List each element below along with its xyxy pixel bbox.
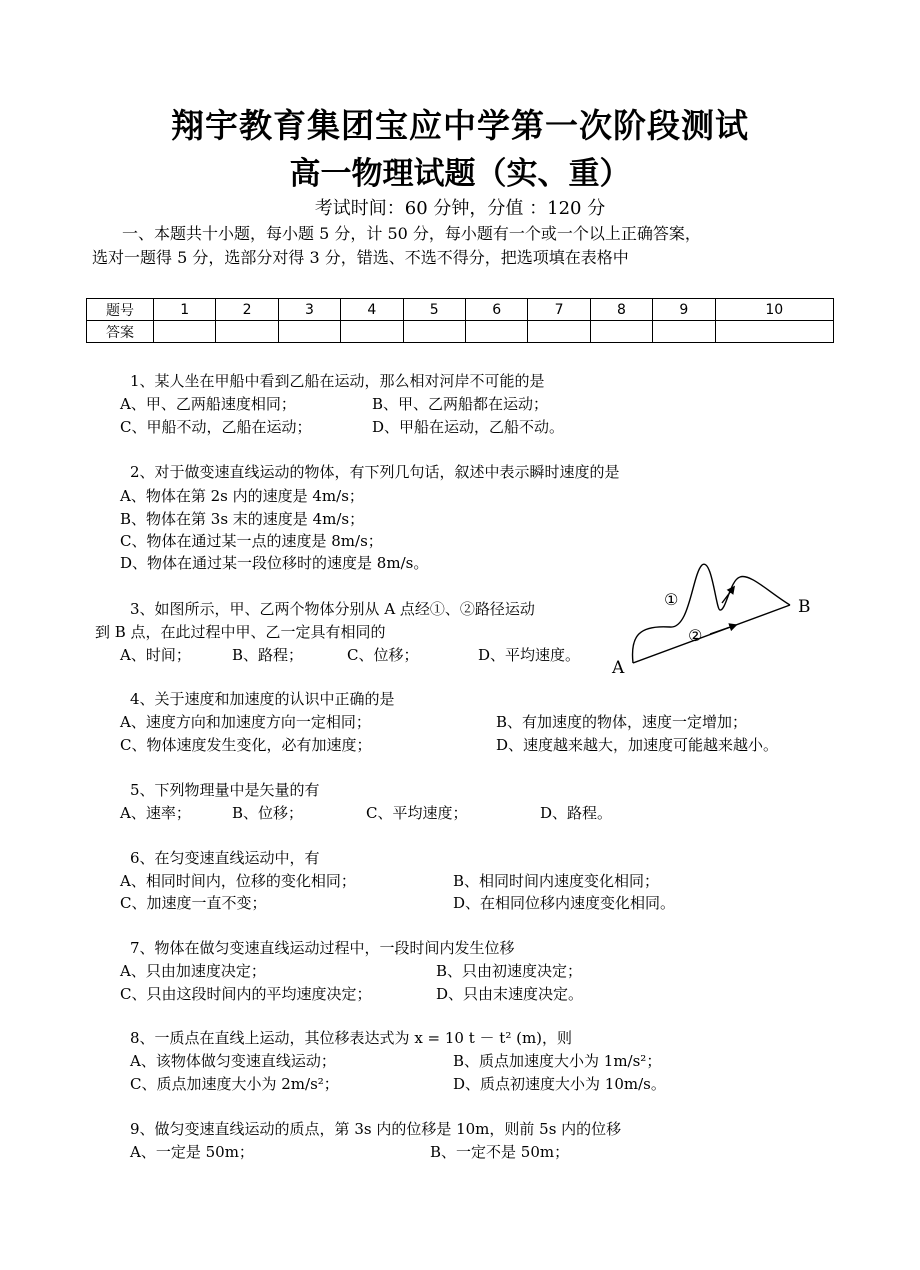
answer-cell[interactable] — [403, 321, 465, 343]
exam-title: 翔宇教育集团宝应中学第一次阶段测试 — [171, 106, 749, 145]
answer-table — [86, 298, 834, 343]
question-4-stem: 4、关于速度和加速度的认识中正确的是 — [130, 690, 395, 708]
question-number: 2 — [216, 299, 278, 321]
q9-option-a: A、一定是 50m； — [130, 1143, 254, 1161]
question-3-stem-cont: 到 B 点，在此过程中甲、乙一定具有相同的 — [95, 623, 386, 641]
q9-option-b: B、一定不是 50m； — [430, 1143, 570, 1161]
question-number: 8 — [590, 299, 652, 321]
q8-option-a: A、该物体做匀变速直线运动； — [130, 1052, 336, 1070]
q5-option-c: C、平均速度； — [366, 804, 468, 822]
q1-option-c: C、甲船不动，乙船在运动； — [120, 418, 312, 436]
q1-option-d: D、甲船在运动，乙船不动。 — [372, 418, 565, 436]
question-2-stem: 2、对于做变速直线运动的物体，有下列几句话，叙述中表示瞬时速度的是 — [130, 463, 620, 481]
point-a-label: A — [612, 658, 625, 678]
question-7-stem: 7、物体在做匀变速直线运动过程中，一段时间内发生位移 — [130, 939, 515, 957]
answer-cell[interactable] — [465, 321, 527, 343]
question-number: 10 — [715, 299, 833, 321]
q2-option-b: B、物体在第 3s 末的速度是 4m/s； — [120, 510, 365, 528]
table-row — [87, 321, 834, 343]
question-6-stem: 6、在匀变速直线运动中，有 — [130, 849, 320, 867]
answer-cell[interactable] — [216, 321, 278, 343]
answer-cell[interactable] — [154, 321, 216, 343]
q2-option-a: A、物体在第 2s 内的速度是 4m/s； — [120, 487, 364, 505]
q7-option-d: D、只由末速度决定。 — [436, 985, 584, 1003]
row-label-number: 题号 — [87, 299, 154, 321]
question-8-stem: 8、一质点在直线上运动，其位移表达式为 x = 10 t － t² (m)，则 — [130, 1029, 573, 1047]
question-5-stem: 5、下列物理量中是矢量的有 — [130, 781, 320, 799]
q3-option-d: D、平均速度。 — [478, 646, 581, 664]
q3-option-b: B、路程； — [232, 646, 304, 664]
question-number: 6 — [465, 299, 527, 321]
question-number: 3 — [278, 299, 340, 321]
q4-option-c: C、物体速度发生变化，必有加速度； — [120, 736, 372, 754]
exam-subtitle: 高一物理试题（实、重） — [289, 156, 631, 192]
path-1-label: ① — [664, 590, 679, 609]
instruction-line2: 选对一题得 5 分，选部分对得 3 分，错选、不选不得分，把选项填在表格中 — [92, 248, 629, 267]
answer-cell[interactable] — [528, 321, 590, 343]
question-3-stem: 3、如图所示，甲、乙两个物体分别从 A 点经①、②路径运动 — [130, 600, 535, 618]
q7-option-b: B、只由初速度决定； — [436, 962, 583, 980]
q8-option-c: C、质点加速度大小为 2m/s²； — [130, 1075, 339, 1093]
row-label-answer: 答案 — [87, 321, 154, 343]
table-row — [87, 299, 834, 321]
question-9-stem: 9、做匀变速直线运动的质点，第 3s 内的位移是 10m，则前 5s 内的位移 — [130, 1120, 622, 1138]
question-number: 4 — [341, 299, 403, 321]
q1-option-b: B、甲、乙两船都在运动； — [372, 395, 549, 413]
q7-option-c: C、只由这段时间内的平均速度决定； — [120, 985, 372, 1003]
q5-option-a: A、速率； — [120, 804, 191, 822]
question-number: 1 — [154, 299, 216, 321]
instruction-line1: 一、本题共十小题，每小题 5 分，计 50 分，每小题有一个或一个以上正确答案， — [122, 224, 701, 243]
q4-option-b: B、有加速度的物体，速度一定增加； — [496, 713, 748, 731]
answer-cell[interactable] — [590, 321, 652, 343]
q7-option-a: A、只由加速度决定； — [120, 962, 266, 980]
answer-cell[interactable] — [715, 321, 833, 343]
point-b-label: B — [798, 597, 811, 617]
exam-info: 考试时间：60 分钟，分值 ：120 分 — [314, 198, 606, 219]
question-number: 9 — [653, 299, 715, 321]
question-1-stem: 1、某人坐在甲船中看到乙船在运动，那么相对河岸不可能的是 — [130, 372, 545, 390]
q5-option-d: D、路程。 — [540, 804, 613, 822]
question-number: 5 — [403, 299, 465, 321]
q6-option-d: D、在相同位移内速度变化相同。 — [453, 894, 676, 912]
q8-option-d: D、质点初速度大小为 10m/s。 — [453, 1075, 666, 1093]
question-number: 7 — [528, 299, 590, 321]
path-2-label: ② — [688, 626, 703, 645]
q4-option-d: D、速度越来越大，加速度可能越来越小。 — [496, 736, 779, 754]
q6-option-c: C、加速度一直不变； — [120, 894, 267, 912]
q6-option-b: B、相同时间内速度变化相同； — [453, 872, 660, 890]
answer-cell[interactable] — [278, 321, 340, 343]
q5-option-b: B、位移； — [232, 804, 304, 822]
q2-option-d: D、物体在通过某一段位移时的速度是 8m/s。 — [120, 554, 429, 572]
answer-cell[interactable] — [341, 321, 403, 343]
q4-option-a: A、速度方向和加速度方向一定相同； — [120, 713, 371, 731]
q1-option-a: A、甲、乙两船速度相同； — [120, 395, 296, 413]
path-diagram — [600, 555, 830, 680]
answer-cell[interactable] — [653, 321, 715, 343]
q8-option-b: B、质点加速度大小为 1m/s²； — [453, 1052, 662, 1070]
q2-option-c: C、物体在通过某一点的速度是 8m/s； — [120, 532, 383, 550]
q3-option-a: A、时间； — [120, 646, 191, 664]
path-2-line — [633, 605, 790, 663]
q3-option-c: C、位移； — [347, 646, 419, 664]
q6-option-a: A、相同时间内，位移的变化相同； — [120, 872, 356, 890]
